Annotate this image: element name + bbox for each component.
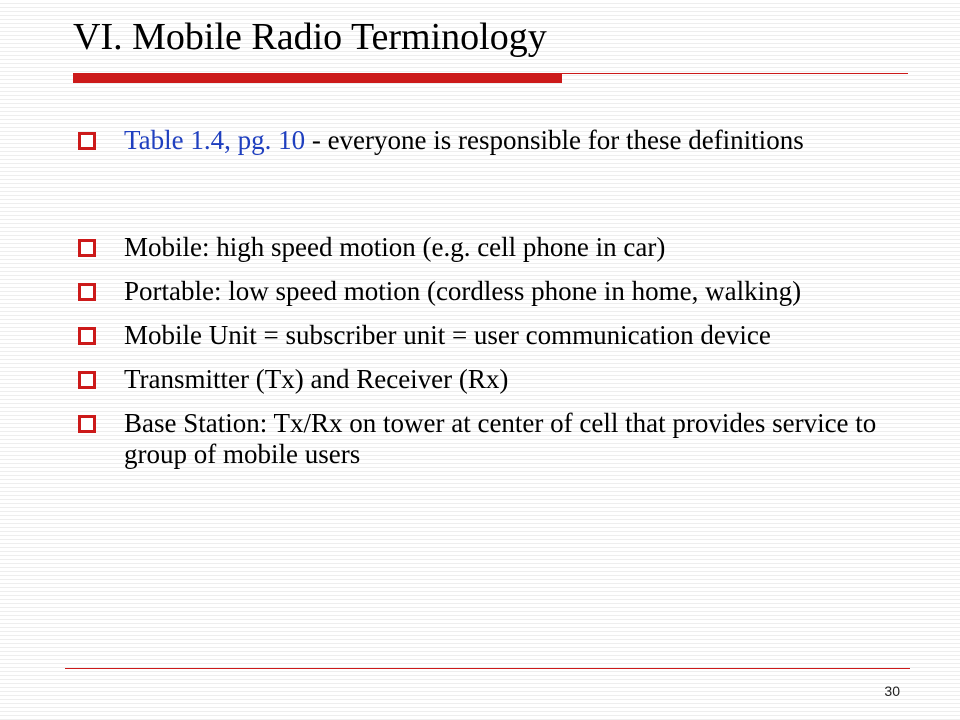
bullet-text: - everyone is responsible for these definitions bbox=[305, 125, 804, 155]
bullet-item-table-reference bbox=[78, 125, 898, 156]
bullet-text: Portable: low speed motion (cordless phone in home, walking) bbox=[124, 276, 802, 306]
hollow-square-bullet-icon bbox=[78, 283, 96, 301]
title-underline-thick bbox=[73, 73, 562, 83]
bullet-text: Mobile Unit = subscriber unit = user communication device bbox=[124, 320, 771, 350]
bullet-text: Base Station: Tx/Rx on tower at center of cell that provides service to group of mobile users bbox=[124, 408, 877, 469]
hollow-square-bullet-icon bbox=[78, 371, 96, 389]
bullet-text: Mobile: high speed motion (e.g. cell phone in car) bbox=[124, 232, 666, 262]
table-reference: Table 1.4, pg. 10 bbox=[124, 125, 306, 155]
hollow-square-bullet-icon bbox=[78, 415, 96, 433]
hollow-square-bullet-icon bbox=[78, 239, 96, 257]
bullet-item-mobile bbox=[78, 232, 898, 263]
hollow-square-bullet-icon bbox=[78, 132, 96, 150]
bullet-item-base-station bbox=[78, 408, 898, 470]
title-underline-thin bbox=[562, 73, 908, 74]
footer-divider bbox=[65, 668, 910, 669]
bullet-list bbox=[78, 125, 898, 483]
bullet-item-transmitter-receiver bbox=[78, 364, 898, 395]
hollow-square-bullet-icon bbox=[78, 327, 96, 345]
bullet-item-mobile-unit bbox=[78, 320, 898, 351]
bullet-text: Transmitter (Tx) and Receiver (Rx) bbox=[124, 364, 509, 394]
slide-title: VI. Mobile Radio Terminology bbox=[73, 16, 547, 58]
page-number: 30 bbox=[884, 683, 900, 699]
bullet-item-portable bbox=[78, 276, 898, 307]
